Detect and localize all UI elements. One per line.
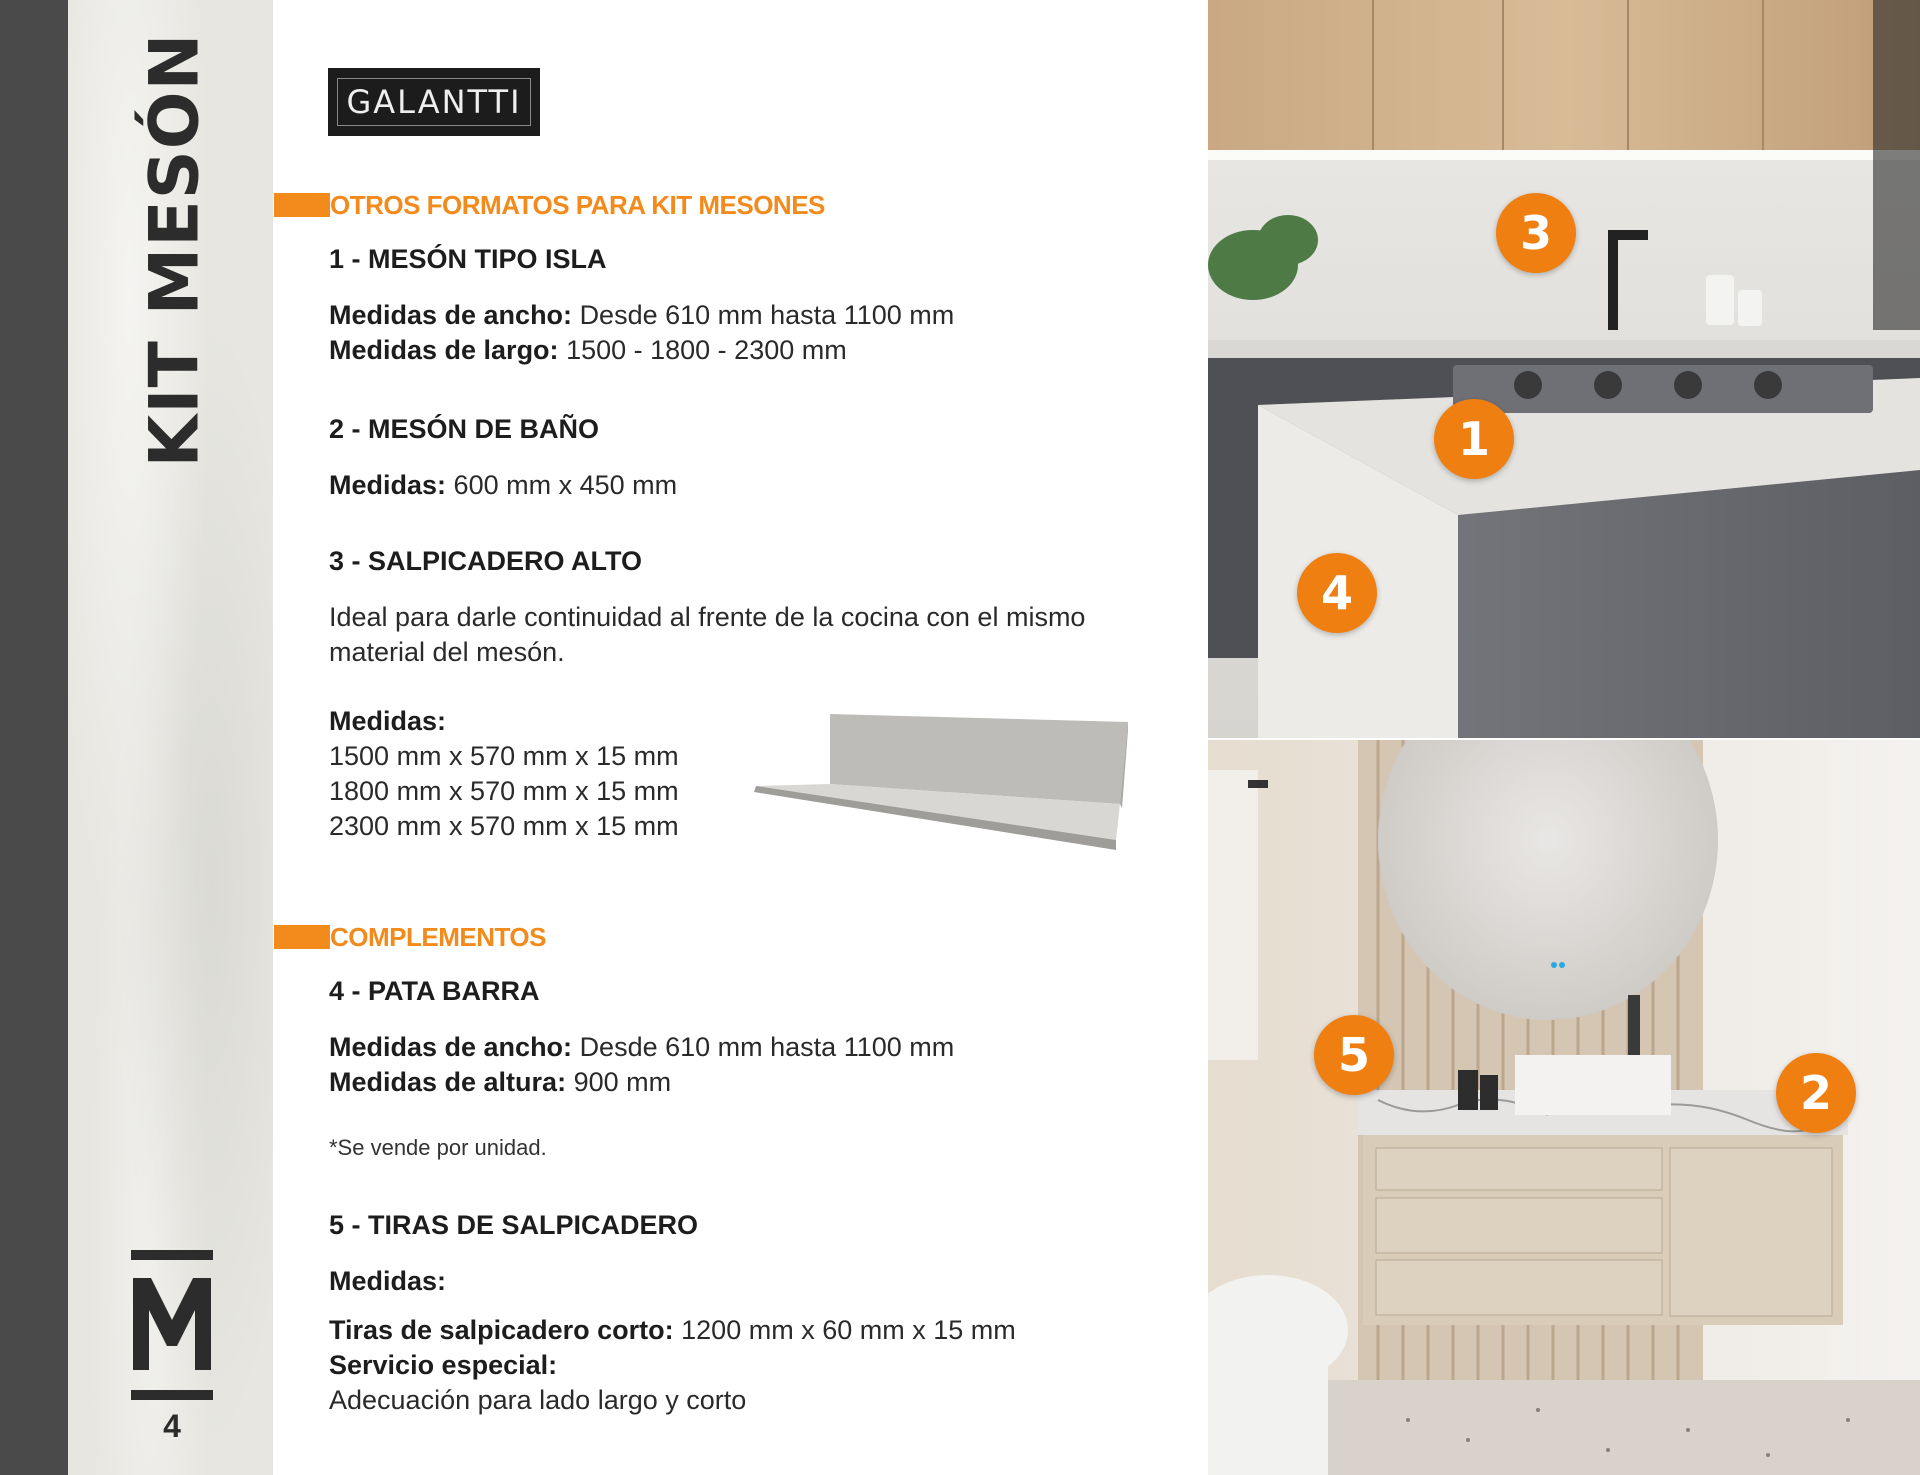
item5-servicio-label bbox=[329, 1348, 557, 1383]
label: Medidas de altura: bbox=[329, 1067, 567, 1097]
value: Desde 610 mm hasta 1100 mm bbox=[579, 300, 955, 330]
badge-5: 5 bbox=[1314, 1015, 1394, 1095]
item3-size: 1500 mm x 570 mm x 15 mm bbox=[329, 741, 679, 771]
item3-size: 2300 mm x 570 mm x 15 mm bbox=[329, 811, 679, 841]
label: Medidas de ancho: bbox=[329, 300, 573, 330]
value: 1500 - 1800 - 2300 mm bbox=[566, 335, 847, 365]
item3-desc-line1: Ideal para darle continuidad al frente de la cocina con el mismo bbox=[329, 602, 1086, 632]
label: Servicio especial: bbox=[329, 1350, 558, 1380]
item4-note: *Se vende por unidad. bbox=[329, 1135, 547, 1160]
page-number: 4 bbox=[163, 1408, 181, 1444]
value: 600 mm x 450 mm bbox=[453, 470, 678, 500]
section-header-complementos bbox=[274, 922, 546, 952]
item1-ancho bbox=[329, 298, 954, 333]
section-title: OTROS FORMATOS PARA KIT MESONES bbox=[330, 189, 825, 220]
item5-corto bbox=[329, 1313, 1016, 1348]
kitchen-photo bbox=[1208, 0, 1920, 738]
item5-heading: 5 - TIRAS DE SALPICADERO bbox=[329, 1210, 699, 1240]
label: Medidas: bbox=[329, 706, 447, 736]
item3-desc-line2: material del mesón. bbox=[329, 637, 565, 667]
item3-heading: 3 - SALPICADERO ALTO bbox=[329, 546, 643, 576]
item3-size: 1800 mm x 570 mm x 15 mm bbox=[329, 776, 679, 806]
bathroom-photo bbox=[1208, 740, 1920, 1475]
m-logo-icon bbox=[131, 1250, 213, 1406]
item3-medidas-label bbox=[329, 704, 446, 739]
brand-name: GALANTTI bbox=[337, 78, 530, 126]
label: Medidas: bbox=[329, 470, 447, 500]
item4-altura bbox=[329, 1065, 671, 1100]
item4-heading: 4 - PATA BARRA bbox=[329, 976, 540, 1006]
orange-bar bbox=[274, 925, 330, 949]
value: 1200 mm x 60 mm x 15 mm bbox=[681, 1315, 1016, 1345]
label: Tiras de salpicadero corto: bbox=[329, 1315, 674, 1345]
galantti-logo bbox=[328, 68, 540, 136]
section-title: COMPLEMENTOS bbox=[330, 921, 546, 952]
item2-medidas bbox=[329, 468, 677, 503]
value: 900 mm bbox=[573, 1067, 672, 1097]
section-header-otros-formatos bbox=[274, 190, 825, 220]
item5-servicio-value: Adecuación para lado largo y corto bbox=[329, 1385, 747, 1415]
dark-side-strip bbox=[0, 0, 68, 1475]
badge-3: 3 bbox=[1496, 193, 1576, 273]
vertical-page-title: KIT MESÓN bbox=[135, 32, 215, 468]
item5-medidas-label bbox=[329, 1264, 446, 1299]
badge-2: 2 bbox=[1776, 1053, 1856, 1133]
item2-heading: 2 - MESÓN DE BAÑO bbox=[329, 414, 600, 444]
backsplash-product-image bbox=[750, 708, 1130, 858]
item1-heading: 1 - MESÓN TIPO ISLA bbox=[329, 244, 607, 274]
label: Medidas de ancho: bbox=[329, 1032, 573, 1062]
item1-largo bbox=[329, 333, 847, 368]
label: Medidas: bbox=[329, 1266, 447, 1296]
item4-ancho bbox=[329, 1030, 954, 1065]
value: Desde 610 mm hasta 1100 mm bbox=[579, 1032, 955, 1062]
label: Medidas de largo: bbox=[329, 335, 559, 365]
badge-4: 4 bbox=[1297, 553, 1377, 633]
badge-1: 1 bbox=[1434, 399, 1514, 479]
orange-bar bbox=[274, 193, 330, 217]
